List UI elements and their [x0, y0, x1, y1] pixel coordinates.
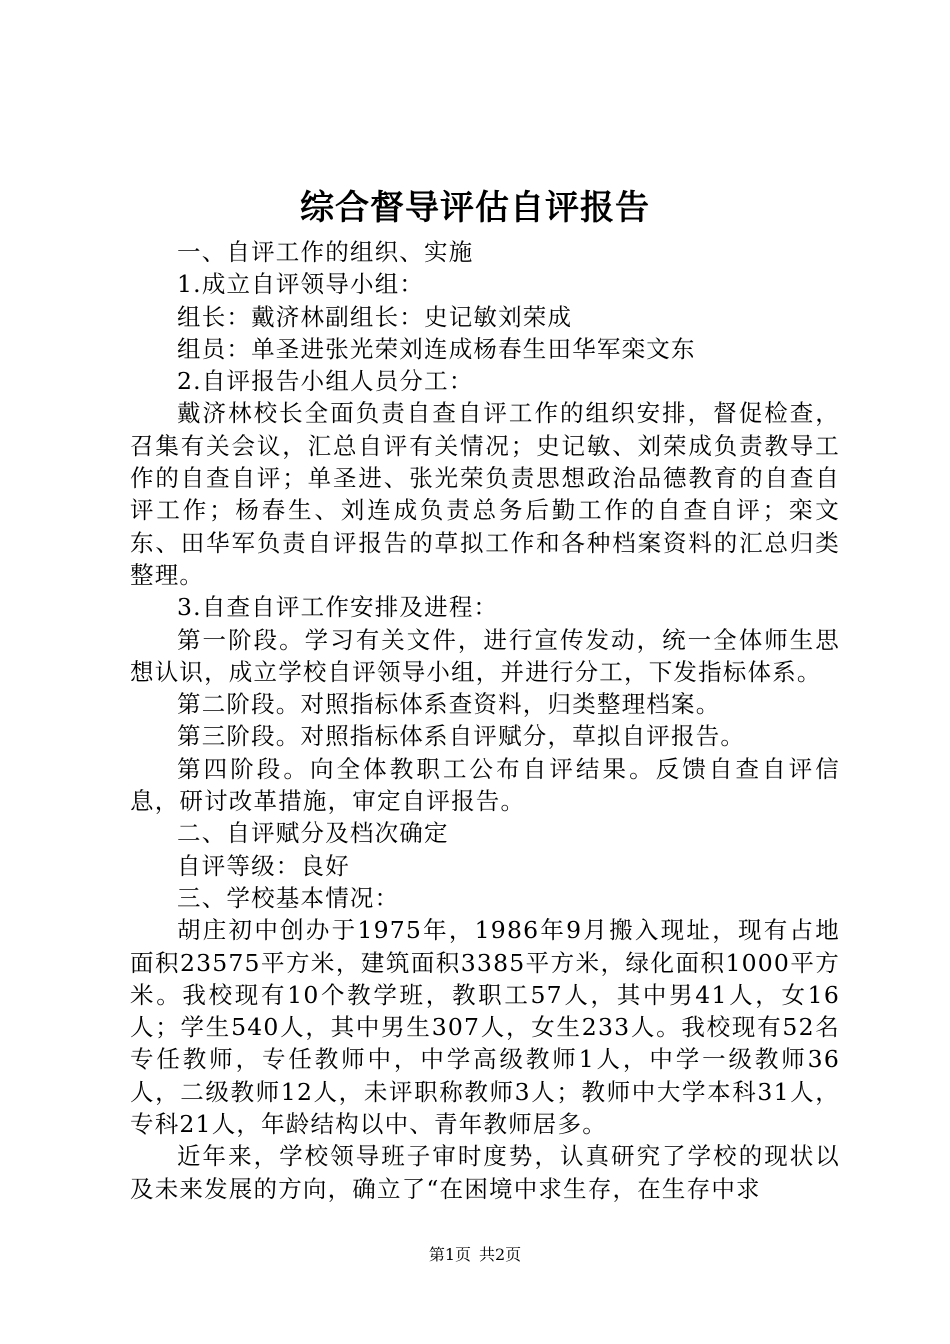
paragraph: 第四阶段。向全体教职工公布自评结果。反馈自查自评信息，研讨改革措施，审定自评报告。 [130, 754, 840, 816]
page-number: 第1页 [428, 1245, 471, 1264]
page-total: 共2页 [479, 1245, 522, 1264]
paragraph: 胡庄初中创办于1975年，1986年9月搬入现址，现有占地面积23575平方米，建筑面积3385平方米，绿化面积1000平方米。我校现有10个教学班，教职工57人，其中男41人，女16人；学生540人，其中男生307人，女生233人。我校现有52名专任教师，专任教师中，中学高级教师1人，中学一级教师36人，二级教师12人，未评职称教师3人；教师中大学本科31人，专科21人，年龄结构以中、青年教师居多。 [130, 916, 840, 1139]
paragraph: 第二阶段。对照指标体系查资料，归类整理档案。 [177, 690, 721, 719]
paragraph: 组长：戴济林副组长：史记敏刘荣成 [177, 302, 573, 331]
section-heading: 二、自评赋分及档次确定 [177, 819, 449, 848]
subsection-heading: 3.自查自评工作安排及进程： [177, 593, 499, 622]
document-body [130, 236, 840, 1205]
paragraph: 第一阶段。学习有关文件，进行宣传发动，统一全体师生思想认识，成立学校自评领导小组，并进行分工，下发指标体系。 [130, 625, 840, 686]
document-title: 综合督导评估自评报告 [300, 188, 650, 228]
subsection-heading: 1.成立自评领导小组： [177, 270, 425, 299]
section-heading: 一、自评工作的组织、实施 [177, 238, 474, 266]
paragraph: 近年来，学校领导班子审时度势，认真研究了学校的现状以及未来发展的方向，确立了“在困境中求生存，在生存中求 [130, 1142, 840, 1203]
paragraph: 自评等级：良好 [177, 851, 350, 880]
page-footer [0, 1244, 950, 1266]
subsection-heading: 2.自评报告小组人员分工： [177, 367, 474, 396]
paragraph: 组员：单圣进张光荣刘连成杨春生田华军栾文东 [177, 334, 696, 363]
section-heading: 三、学校基本情况： [177, 883, 400, 912]
paragraph: 第三阶段。对照指标体系自评赋分，草拟自评报告。 [177, 722, 746, 751]
paragraph: 戴济林校长全面负责自查自评工作的组织安排，督促检查，召集有关会议，汇总自评有关情况；史记敏、刘荣成负责教导工作的自查自评；单圣进、张光荣负责思想政治品德教育的自查自评工作；杨春生、刘连成负责总务后勤工作的自查自评；栾文东、田华军负责自评报告的草拟工作和各种档案资料的汇总归类整理。 [130, 399, 840, 589]
